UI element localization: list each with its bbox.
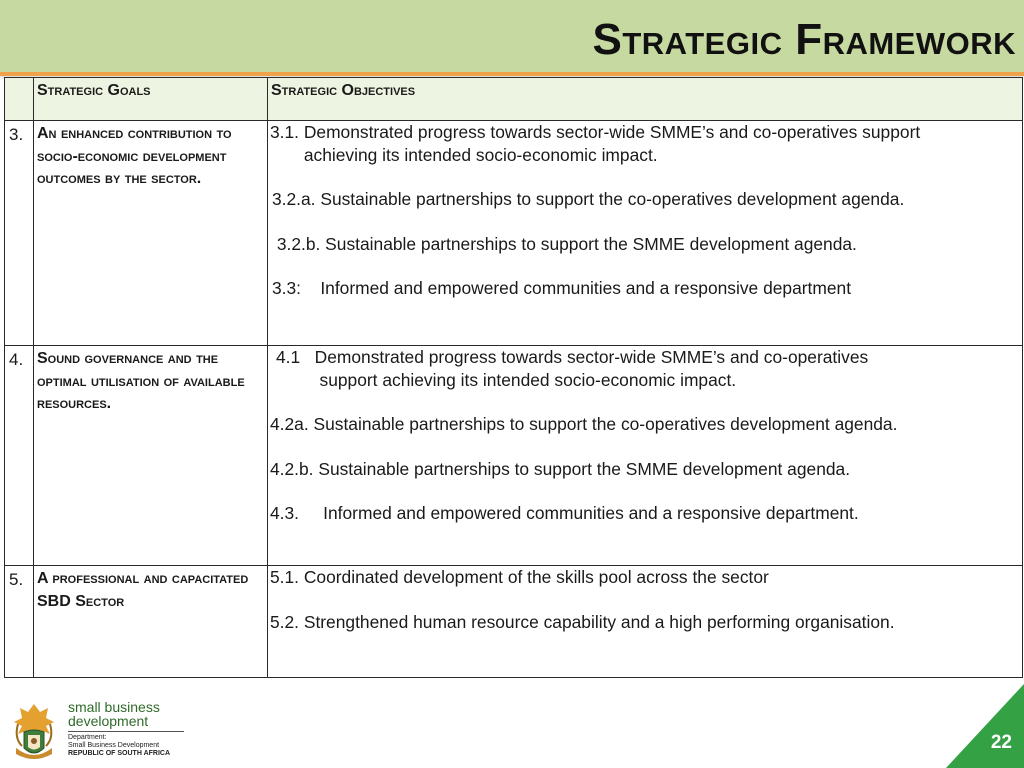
objective-item: 4.2.b. Sustainable partnerships to support the SMME development agenda.	[270, 458, 851, 479]
row-number: 5.	[9, 570, 24, 589]
coat-of-arms-icon	[10, 702, 58, 762]
title-band	[0, 0, 1024, 76]
table-row	[5, 566, 1023, 678]
objective-item: 3.2.a. Sustainable partnerships to support the co-operatives development agenda.	[272, 189, 905, 209]
logo-name: small business development	[68, 699, 160, 729]
logo-divider	[68, 731, 184, 732]
department-logo	[10, 700, 200, 764]
goals-header-label: Strategic Goals	[37, 82, 151, 99]
department-name: Small Business Development	[68, 742, 160, 750]
country-name: REPUBLIC OF SOUTH AFRICA	[68, 750, 171, 758]
objectives-cell	[268, 346, 1023, 566]
page-corner-triangle	[946, 684, 1024, 768]
department-label: Department:	[68, 734, 107, 741]
row-number-cell	[5, 346, 34, 566]
goal-cell	[34, 121, 268, 346]
goal-cell	[34, 566, 268, 678]
table-row	[5, 121, 1023, 346]
table-header-row	[5, 78, 1023, 121]
goal-text: A professional and capacitated SBD Sector	[37, 570, 249, 610]
objectives-header-label: Strategic Objectives	[271, 82, 416, 99]
objectives-cell	[268, 566, 1023, 678]
goal-text: An enhanced contribution to socio-economic development outcomes by the sector.	[37, 125, 232, 188]
objective-item: 3.1. Demonstrated progress towards sector-wide SMME’s and co-operatives support achieving its intended socio-economic impact.	[270, 122, 921, 165]
objective-item: 3.3: Informed and empowered communities and a responsive department	[272, 278, 852, 298]
objective-item: 3.2.b. Sustainable partnerships to support the SMME development agenda.	[272, 233, 857, 254]
goal-cell	[34, 346, 268, 566]
objective-item: 5.2. Strengthened human resource capability and a high performing organisation.	[270, 611, 895, 632]
objective-item: 4.2a. Sustainable partnerships to support the co-operatives development agenda.	[270, 414, 898, 434]
page-title: Strategic Framework	[592, 15, 1016, 64]
objectives-cell	[268, 121, 1023, 346]
goal-text: Sound governance and the optimal utilisation of available resources.	[37, 350, 245, 413]
number-header	[5, 78, 34, 121]
objective-item: 5.1. Coordinated development of the skills pool across the sector	[270, 567, 769, 587]
objective-item: 4.1 Demonstrated progress towards sector-wide SMME’s and co-operatives support achieving its intended socio-economic impact.	[276, 347, 869, 390]
goals-header	[34, 78, 268, 121]
objective-item: 4.3. Informed and empowered communities and a responsive department.	[270, 503, 859, 523]
objectives-header	[268, 78, 1023, 121]
row-number: 3.	[9, 125, 24, 144]
page-number: 22	[990, 732, 1012, 753]
row-number-cell	[5, 121, 34, 346]
row-number-cell	[5, 566, 34, 678]
row-number: 4.	[9, 350, 24, 369]
logo-department	[68, 734, 170, 759]
strategic-framework-table	[4, 77, 1023, 678]
table-row	[5, 346, 1023, 566]
